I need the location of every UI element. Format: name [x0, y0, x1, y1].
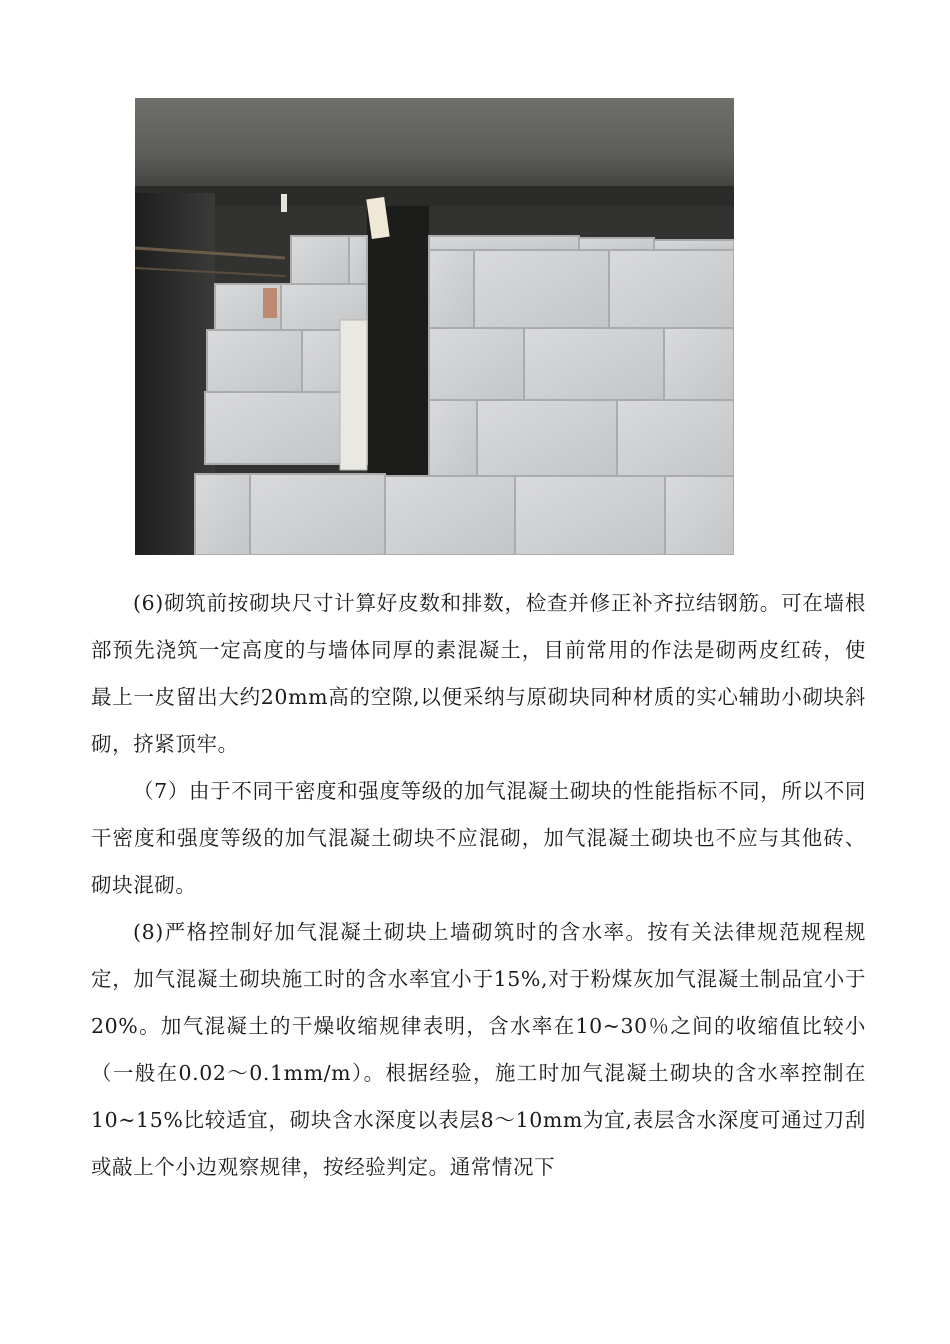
block-wall-illustration [135, 98, 734, 555]
paragraph-7: （7）由于不同干密度和强度等级的加气混凝土砌块的性能指标不同，所以不同干密度和强度等级的加气混凝土砌块不应混砌，加气混凝土砌块也不应与其他砖、砌块混砌。 [91, 779, 866, 897]
document-body [91, 580, 866, 1191]
paragraph-6: (6)砌筑前按砌块尺寸计算好皮数和排数，检查并修正补齐拉结钢筋。可在墙根部预先浇筑一定高度的与墙体同厚的素混凝土，目前常用的作法是砌两皮红砖，使最上一皮留出大约20mm高的空隙,以便采纳与原砌块同种材质的实心辅助小砌块斜砌，挤紧顶牢。 [91, 591, 866, 756]
paragraph-8: (8)严格控制好加气混凝土砌块上墙砌筑时的含水率。按有关法律规范规程规定，加气混凝土砌块施工时的含水率宜小于15%,对于粉煤灰加气混凝土制品宜小于20%。加气混凝土的干燥收缩规律表明，含水率在10~30％之间的收缩值比较小（一般在0.02～0.1mm/m）。根据经验，施工时加气混凝土砌块的含水率控制在10~15%比较适宜，砌块含水深度以表层8～10mm为宜,表层含水深度可通过刀刮或敲上个小边观察规律，按经验判定。通常情况下 [91, 920, 866, 1179]
wall-construction-photo [135, 98, 734, 555]
